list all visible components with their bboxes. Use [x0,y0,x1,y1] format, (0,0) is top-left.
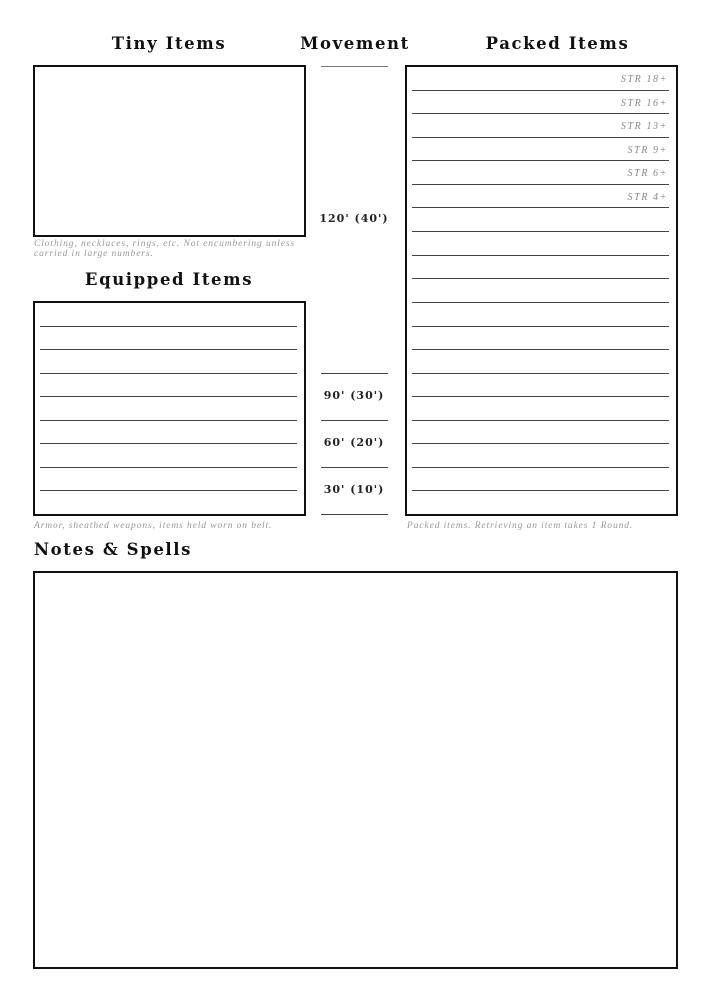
packed-items-note: Packed items. Retrieving an item takes 1 Round. [407,521,634,531]
equipped-line[interactable] [40,326,297,327]
packed-line[interactable] [412,113,669,114]
movement-rule [321,373,388,374]
tiny-items-note: Clothing, necklaces, rings, etc. Not encumbering unless carried in large numbers. [34,239,296,259]
str-threshold-16: STR 16+ [620,98,668,109]
str-threshold-6: STR 6+ [627,168,668,179]
movement-rule [321,467,388,468]
movement-rate-90: 90' (30') [323,389,385,402]
equipped-line[interactable] [40,373,297,374]
packed-line[interactable] [412,255,669,256]
equipped-items-note: Armor, sheathed weapons, items held worn on belt. [34,521,273,531]
str-threshold-18: STR 18+ [620,74,668,85]
equipped-line[interactable] [40,490,297,491]
packed-line[interactable] [412,231,669,232]
packed-line[interactable] [412,326,669,327]
equipped-line[interactable] [40,349,297,350]
tiny-items-heading: Tiny Items [111,34,227,53]
equipped-line[interactable] [40,467,297,468]
packed-line[interactable] [412,160,669,161]
equipped-line[interactable] [40,396,297,397]
str-threshold-13: STR 13+ [620,121,668,132]
movement-rule [321,514,388,515]
packed-line[interactable] [412,184,669,185]
packed-line[interactable] [412,90,669,91]
str-threshold-9: STR 9+ [627,145,668,156]
packed-line[interactable] [412,302,669,303]
packed-items-heading: Packed Items [485,34,630,53]
movement-rate-30: 30' (10') [323,483,385,496]
packed-items-box[interactable] [405,65,678,516]
movement-rate-120: 120' (40') [319,212,389,225]
movement-heading: Movement [300,34,410,53]
equipped-line[interactable] [40,443,297,444]
packed-line[interactable] [412,349,669,350]
packed-line[interactable] [412,396,669,397]
packed-line[interactable] [412,207,669,208]
tiny-items-box[interactable] [33,65,306,237]
movement-rule [321,420,388,421]
packed-line[interactable] [412,137,669,138]
packed-line[interactable] [412,490,669,491]
packed-line[interactable] [412,420,669,421]
packed-line[interactable] [412,467,669,468]
packed-line[interactable] [412,443,669,444]
movement-rate-60: 60' (20') [323,436,385,449]
movement-rule [321,66,388,67]
str-threshold-4: STR 4+ [627,192,668,203]
equipped-items-box[interactable] [33,301,306,516]
equipped-items-heading: Equipped Items [84,270,254,289]
packed-line[interactable] [412,278,669,279]
packed-line[interactable] [412,373,669,374]
equipped-line[interactable] [40,420,297,421]
notes-spells-box[interactable] [33,571,678,969]
notes-spells-heading: Notes & Spells [34,540,193,559]
